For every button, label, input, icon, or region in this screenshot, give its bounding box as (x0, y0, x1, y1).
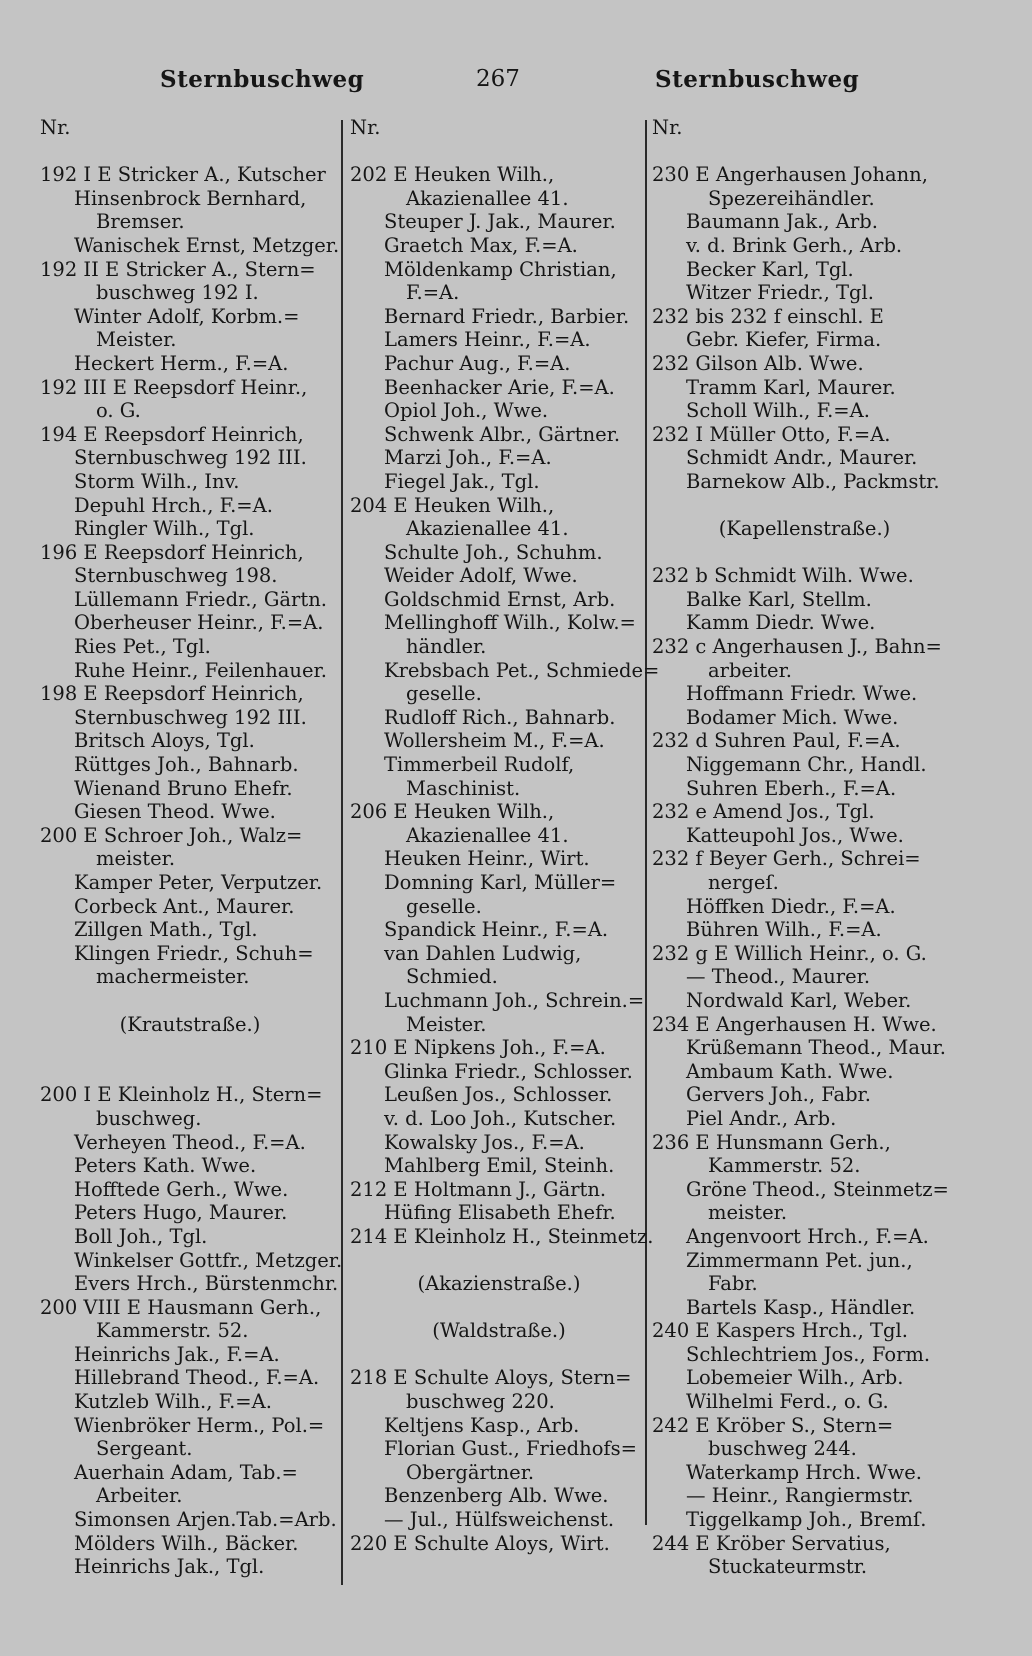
resident-line: Lamers Heinr., F.=A. (384, 328, 591, 352)
resident-line: v. d. Loo Joh., Kutscher. (384, 1106, 617, 1130)
resident-line: Bühren Wilh., F.=A. (686, 918, 882, 942)
resident-line: Katteupohl Jos., Wwe. (686, 823, 904, 847)
resident-line: o. G. (96, 399, 141, 423)
house-entry: Nr. (350, 116, 381, 139)
resident-line: Hofftede Gerh., Wwe. (74, 1177, 289, 1201)
house-entry: 210 E Nipkens Joh., F.=A. (350, 1036, 606, 1060)
house-entry: 242 E Kröber S., Stern= (652, 1413, 894, 1437)
resident-line: Krüßemann Theod., Maur. (686, 1036, 946, 1060)
house-entry: 200 E Schroer Joh., Walz= (40, 823, 303, 847)
resident-line: Wilhelmi Ferd., o. G. (686, 1390, 889, 1414)
resident-line: Kammerstr. 52. (708, 1154, 861, 1178)
resident-line: Verheyen Theod., F.=A. (74, 1130, 306, 1154)
resident-line: Maschinist. (406, 776, 521, 800)
resident-line: Evers Hrch., Bürstenmchr. (74, 1272, 339, 1296)
house-entry: 232 Gilson Alb. Wwe. (652, 351, 864, 375)
resident-line: Simonsen Arjen.Tab.=Arb. (74, 1508, 337, 1532)
resident-line: Schmied. (406, 965, 498, 989)
resident-line: — Heinr., Rangiermstr. (686, 1484, 914, 1508)
resident-line: Peters Hugo, Maurer. (74, 1201, 288, 1225)
resident-line: Hoffmann Friedr. Wwe. (686, 682, 918, 706)
resident-line: Wienbröker Herm., Pol.= (74, 1413, 325, 1437)
resident-line: Steuper J. Jak., Maurer. (384, 210, 616, 234)
resident-line: buschweg 192 I. (96, 281, 259, 305)
resident-line: Höffken Diedr., F.=A. (686, 894, 896, 918)
resident-line: Graetch Max, F.=A. (384, 233, 578, 257)
resident-line: Bremser. (96, 210, 185, 234)
resident-line: Piel Andr., Arb. (686, 1106, 837, 1130)
house-entry: 200 I E Kleinholz H., Stern= (40, 1083, 323, 1107)
resident-line: buschweg 244. (708, 1437, 857, 1461)
resident-line: Heinrichs Jak., F.=A. (74, 1342, 280, 1366)
resident-line: Pachur Aug., F.=A. (384, 351, 571, 375)
resident-line: Stuckateurmstr. (708, 1555, 868, 1579)
resident-line: Peters Kath. Wwe. (74, 1154, 257, 1178)
house-entry: 232 c Angerhausen J., Bahn= (652, 635, 942, 659)
resident-line: Mölders Wilh., Bäcker. (74, 1531, 299, 1555)
resident-line: Schwenk Albr., Gärtner. (384, 422, 621, 446)
house-entry: 240 E Kaspers Hrch., Tgl. (652, 1319, 908, 1343)
resident-line: Kutzleb Wilh., F.=A. (74, 1390, 272, 1414)
page-number: 267 (476, 66, 520, 92)
house-entry: 236 E Hunsmann Gerh., (652, 1130, 891, 1154)
resident-line: Ruhe Heinr., Feilenhauer. (74, 658, 327, 682)
resident-line: buschweg 220. (406, 1390, 555, 1414)
house-entry: 232 d Suhren Paul, F.=A. (652, 729, 901, 753)
resident-line: geselle. (406, 682, 482, 706)
column-divider-1 (341, 120, 343, 1585)
house-entry: 202 E Heuken Wilh., (350, 163, 555, 187)
spacer (350, 140, 648, 164)
column-2 (350, 116, 660, 1555)
resident-line: Kamm Diedr. Wwe. (686, 611, 876, 635)
street-heading: (Waldstraße.) (432, 1319, 566, 1343)
resident-line: Opiol Joh., Wwe. (384, 399, 549, 423)
house-entry: 214 E Kleinholz H., Steinmetz. (350, 1224, 654, 1248)
resident-line: Tramm Karl, Maurer. (686, 375, 896, 399)
resident-line: Domning Karl, Müller= (384, 871, 617, 894)
resident-line: Meister. (96, 328, 177, 352)
house-entry: 244 E Kröber Servatius, (652, 1531, 891, 1555)
resident-line: Ambaum Kath. Wwe. (686, 1059, 894, 1083)
resident-line: Wienand Bruno Ehefr. (74, 776, 293, 800)
spacer (652, 494, 957, 518)
resident-line: Auerhain Adam, Tab.= (74, 1460, 298, 1484)
resident-line: Mellinghoff Wilh., Kolw.= (384, 611, 636, 635)
resident-line: Beenhacker Arie, F.=A. (384, 375, 615, 399)
resident-line: Mahlberg Emil, Steinh. (384, 1154, 615, 1178)
resident-line: Heinrichs Jak., Tgl. (74, 1555, 265, 1579)
spacer (40, 140, 340, 164)
resident-line: Becker Karl, Tgl. (686, 257, 854, 281)
house-entry: 200 VIII E Hausmann Gerh., (40, 1295, 322, 1319)
house-entry: 232 b Schmidt Wilh. Wwe. (652, 564, 914, 588)
resident-line: Heuken Heinr., Wirt. (384, 847, 590, 871)
resident-line: Fabr. (708, 1272, 758, 1296)
resident-line: Akazienallee 41. (406, 517, 569, 541)
resident-line: Oberheuser Heinr., F.=A. (74, 611, 324, 635)
resident-line: Wollersheim M., F.=A. (384, 729, 605, 753)
street-heading: (Akazienstraße.) (417, 1272, 581, 1296)
resident-line: Florian Gust., Friedhofs= (384, 1437, 637, 1461)
house-entry: 232 I Müller Otto, F.=A. (652, 422, 891, 446)
resident-line: Ringler Wilh., Tgl. (74, 517, 255, 541)
spacer (40, 1036, 340, 1060)
resident-line: Schlechtriem Jos., Form. (686, 1342, 931, 1366)
resident-line: händler. (406, 635, 487, 659)
resident-line: arbeiter. (708, 658, 792, 682)
house-entry: 232 bis 232 f einschl. E (652, 304, 884, 328)
resident-line: Zimmermann Pet. jun., (686, 1248, 913, 1272)
running-head-right: Sternbuschweg (655, 66, 860, 93)
resident-line: Sergeant. (96, 1437, 193, 1461)
resident-line: Witzer Friedr., Tgl. (686, 281, 874, 305)
resident-line: Kammerstr. 52. (96, 1319, 249, 1343)
spacer (40, 989, 340, 1013)
resident-line: Niggemann Chr., Handl. (686, 753, 927, 777)
resident-line: Nordwald Karl, Weber. (686, 988, 912, 1012)
resident-line: Bernard Friedr., Barbier. (384, 304, 630, 328)
resident-line: geselle. (406, 894, 482, 918)
resident-line: Klingen Friedr., Schuh= (74, 941, 314, 965)
resident-line: Spandick Heinr., F.=A. (384, 918, 609, 942)
resident-line: Weider Adolf, Wwe. (384, 564, 578, 588)
house-entry: 192 III E Reepsdorf Heinr., (40, 375, 308, 399)
resident-line: Leußen Jos., Schlosser. (384, 1083, 613, 1107)
resident-line: Fiegel Jak., Tgl. (384, 469, 540, 493)
resident-line: Möldenkamp Christian, (384, 257, 617, 281)
resident-line: Baumann Jak., Arb. (686, 210, 878, 234)
resident-line: Hinsenbrock Bernhard, (74, 186, 307, 210)
resident-line: Glinka Friedr., Schlosser. (384, 1059, 633, 1083)
spacer (350, 1249, 648, 1273)
resident-line: meister. (708, 1201, 788, 1225)
resident-line: Giesen Theod. Wwe. (74, 800, 276, 824)
spacer (652, 541, 957, 565)
resident-line: Benzenberg Alb. Wwe. (384, 1484, 609, 1508)
resident-line: Schmidt Andr., Maurer. (686, 446, 918, 470)
resident-line: Tiggelkamp Joh., Bremſ. (686, 1508, 927, 1532)
house-entry: 232 e Amend Jos., Tgl. (652, 800, 875, 824)
resident-line: F.=A. (406, 281, 460, 305)
resident-line: Boll Joh., Tgl. (74, 1224, 208, 1248)
house-entry: 232 g E Willich Heinr., o. G. (652, 941, 927, 965)
resident-line: Zillgen Math., Tgl. (74, 918, 258, 942)
resident-line: Barnekow Alb., Packmstr. (686, 469, 940, 493)
house-entry: 206 E Heuken Wilh., (350, 800, 555, 824)
resident-line: nergeſ. (708, 871, 779, 894)
resident-line: Sternbuschweg 192 III. (74, 705, 307, 729)
house-entry: 212 E Holtmann J., Gärtn. (350, 1177, 607, 1201)
resident-line: Krebsbach Pet., Schmiede= (384, 658, 660, 682)
resident-line: Wanischek Ernst, Metzger. (74, 233, 340, 257)
resident-line: Storm Wilh., Inv. (74, 469, 240, 493)
house-entry: 192 I E Stricker A., Kutscher (40, 163, 326, 187)
resident-line: Lüllemann Friedr., Gärtn. (74, 587, 327, 611)
resident-line: Keltjens Kasp., Arb. (384, 1413, 580, 1437)
house-entry: 232 f Beyer Gerh., Schrei= (652, 847, 921, 871)
house-entry: Nr. (40, 116, 71, 139)
resident-line: Marzi Joh., F.=A. (384, 446, 552, 470)
resident-line: Schulte Joh., Schuhm. (384, 540, 603, 564)
resident-line: buschweg. (96, 1106, 202, 1130)
resident-line: Rudloff Rich., Bahnarb. (384, 705, 616, 729)
resident-line: Goldschmid Ernst, Arb. (384, 587, 616, 611)
house-entry: 230 E Angerhausen Johann, (652, 163, 928, 187)
resident-line: Corbeck Ant., Maurer. (74, 894, 295, 918)
resident-line: Kowalsky Jos., F.=A. (384, 1130, 585, 1154)
resident-line: Scholl Wilh., F.=A. (686, 399, 870, 423)
column-3 (652, 116, 957, 1579)
resident-line: Bartels Kasp., Händler. (686, 1295, 916, 1319)
resident-line: Winkelser Gottfr., Metzger. (74, 1248, 343, 1272)
house-entry: 196 E Reepsdorf Heinrich, (40, 540, 304, 564)
house-entry: 194 E Reepsdorf Heinrich, (40, 422, 304, 446)
column-1 (40, 116, 343, 1579)
resident-line: Depuhl Hrch., F.=A. (74, 493, 273, 517)
house-entry: 192 II E Stricker A., Stern= (40, 257, 316, 281)
resident-line: Gebr. Kiefer, Firma. (686, 328, 882, 352)
house-entry: 204 E Heuken Wilh., (350, 493, 555, 517)
resident-line: Winter Adolf, Korbm.= (74, 304, 300, 328)
resident-line: Angenvoort Hrch., F.=A. (686, 1224, 929, 1248)
spacer (652, 140, 957, 164)
resident-line: Akazienallee 41. (406, 823, 569, 847)
spacer (40, 1060, 340, 1084)
resident-line: Balke Karl, Stellm. (686, 587, 872, 611)
house-entry: 218 E Schulte Aloys, Stern= (350, 1366, 632, 1390)
resident-line: Gervers Joh., Fabr. (686, 1083, 871, 1107)
resident-line: machermeister. (96, 965, 250, 989)
spacer (350, 1296, 648, 1320)
resident-line: Ries Pet., Tgl. (74, 635, 211, 659)
house-entry: 234 E Angerhausen H. Wwe. (652, 1012, 937, 1036)
street-heading: (Krautstraße.) (119, 1012, 261, 1036)
resident-line: Gröne Theod., Steinmetz= (686, 1177, 949, 1201)
resident-line: Meister. (406, 1012, 487, 1036)
resident-line: Bodamer Mich. Wwe. (686, 705, 899, 729)
resident-line: Sternbuschweg 192 III. (74, 446, 307, 470)
resident-line: Lobemeier Wilh., Arb. (686, 1366, 904, 1390)
resident-line: Obergärtner. (406, 1460, 535, 1484)
resident-line: meister. (96, 847, 176, 871)
resident-line: Heckert Herm., F.=A. (74, 351, 289, 375)
resident-line: Sternbuschweg 198. (74, 564, 278, 588)
resident-line: Suhren Eberh., F.=A. (686, 776, 897, 800)
running-head-left: Sternbuschweg (160, 66, 365, 93)
resident-line: — Theod., Maurer. (686, 965, 871, 989)
resident-line: Hüfing Elisabeth Ehefr. (384, 1201, 616, 1225)
street-heading: (Kapellenstraße.) (718, 517, 891, 541)
resident-line: Rüttges Joh., Bahnarb. (74, 753, 299, 777)
resident-line: Luchmann Joh., Schrein.= (384, 988, 645, 1012)
resident-line: Britsch Aloys, Tgl. (74, 729, 255, 753)
resident-line: v. d. Brink Gerh., Arb. (686, 233, 903, 257)
resident-line: Akazienallee 41. (406, 186, 569, 210)
house-entry: Nr. (652, 116, 683, 139)
resident-line: Kamper Peter, Verputzer. (74, 871, 323, 894)
resident-line: Timmerbeil Rudolf, (384, 753, 575, 777)
resident-line: Hillebrand Theod., F.=A. (74, 1366, 320, 1390)
resident-line: Arbeiter. (96, 1484, 183, 1508)
spacer (350, 1343, 648, 1367)
resident-line: Spezereihändler. (708, 186, 875, 210)
resident-line: — Jul., Hülfsweichenst. (384, 1508, 615, 1532)
resident-line: Waterkamp Hrch. Wwe. (686, 1460, 922, 1484)
house-entry: 198 E Reepsdorf Heinrich, (40, 682, 304, 706)
house-entry: 220 E Schulte Aloys, Wirt. (350, 1531, 610, 1555)
resident-line: van Dahlen Ludwig, (384, 941, 582, 965)
